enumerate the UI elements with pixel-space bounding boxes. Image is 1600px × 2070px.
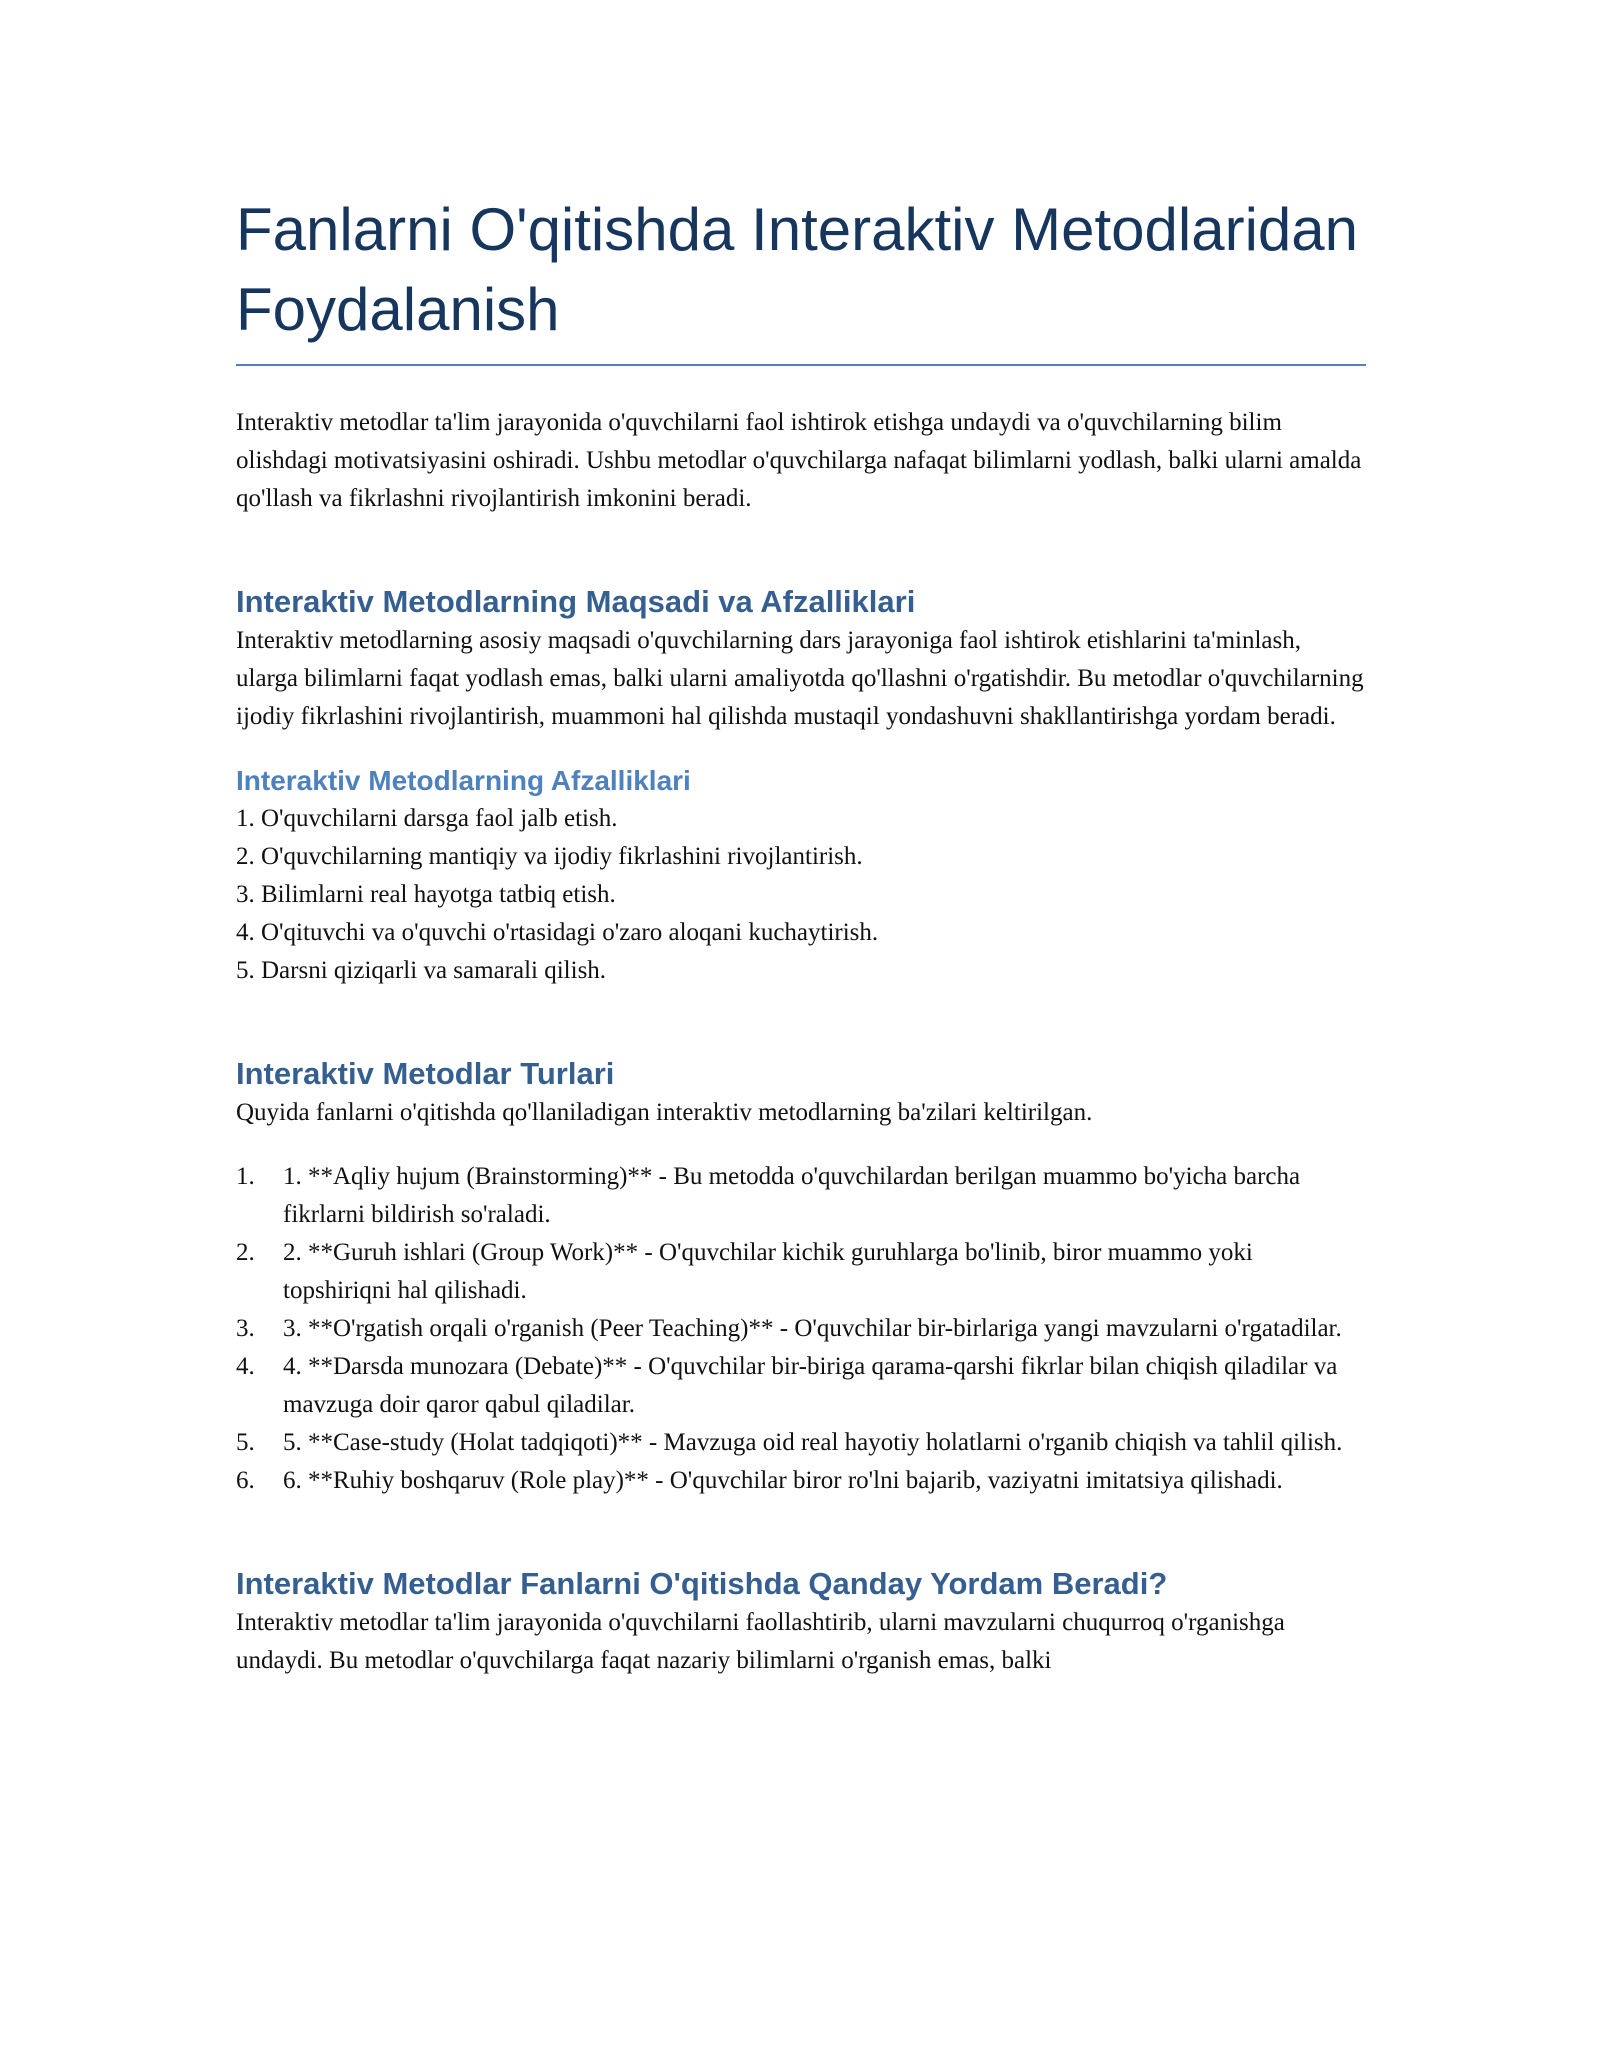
method-number: 5. <box>236 1429 255 1456</box>
method-item <box>236 1348 1366 1424</box>
method-number: 4. <box>236 1353 255 1380</box>
intro-paragraph: Interaktiv metodlar ta'lim jarayonida o'quvchilarni faol ishtirok etishga undaydi va o'quvchilarning bilim olishdagi motivatsiyasini oshiradi. Ushbu metodlar o'quvchilarga nafaqat bilimlarni yodlash, balki ularni amalda qo'llash va fikrlashni rivojlantirish imkonini beradi. <box>236 409 1362 512</box>
advantage-item: 5. Darsni qiziqarli va samarali qilish. <box>236 957 607 984</box>
method-text: 6. **Ruhiy boshqaruv (Role play)** - O'quvchilar biror ro'lni bajarib, vaziyatni imitatsiya qilishadi. <box>283 1467 1283 1494</box>
method-text: 5. **Case-study (Holat tadqiqoti)** - Mavzuga oid real hayotiy holatlarni o'rganib chiqish va tahlil qilish. <box>283 1429 1343 1456</box>
advantage-item: 1. O'quvchilarni darsga faol jalb etish. <box>236 805 618 832</box>
method-text: 1. **Aqliy hujum (Brainstorming)** - Bu metodda o'quvchilardan berilgan muammo bo'yicha barcha fikrlarni bildirish so'raladi. <box>283 1163 1301 1228</box>
method-item <box>236 1234 1366 1310</box>
section-paragraph-help: Interaktiv metodlar ta'lim jarayonida o'quvchilarni faollashtirib, ularni mavzularni chuqurroq o'rganishga undaydi. Bu metodlar o'quvchilarga faqat nazariy bilimlarni o'rganish emas, balki <box>236 1609 1285 1674</box>
section-heading-purpose: Interaktiv Metodlarning Maqsadi va Afzalliklari <box>236 584 916 619</box>
method-item <box>236 1310 1366 1348</box>
method-text: 2. **Guruh ishlari (Group Work)** - O'quvchilar kichik guruhlarga bo'linib, biror muammo yoki topshiriqni hal qilishadi. <box>283 1239 1253 1304</box>
methods-list <box>236 1158 1366 1500</box>
method-text: 4. **Darsda munozara (Debate)** - O'quvchilar bir-biriga qarama-qarshi fikrlar bilan chiqish qiladilar va mavzuga doir qaror qabul qiladilar. <box>283 1353 1338 1418</box>
method-item <box>236 1462 1366 1500</box>
method-item <box>236 1158 1366 1234</box>
document-page <box>236 190 1366 1680</box>
section-paragraph-types: Quyida fanlarni o'qitishda qo'llaniladigan interaktiv metodlarning ba'zilari keltirilgan. <box>236 1099 1093 1126</box>
method-number: 6. <box>236 1467 255 1494</box>
advantage-item: 4. O'qituvchi va o'quvchi o'rtasidagi o'zaro aloqani kuchaytirish. <box>236 919 879 946</box>
method-number: 3. <box>236 1315 255 1342</box>
subheading-advantages: Interaktiv Metodlarning Afzalliklari <box>236 765 691 796</box>
section-heading-help: Interaktiv Metodlar Fanlarni O'qitishda Qanday Yordam Beradi? <box>236 1566 1168 1601</box>
advantages-list <box>236 800 1366 990</box>
advantage-item: 2. O'quvchilarning mantiqiy va ijodiy fikrlashini rivojlantirish. <box>236 843 863 870</box>
method-text: 3. **O'rgatish orqali o'rganish (Peer Teaching)** - O'quvchilar bir-birlariga yangi mavzularni o'rgatadilar. <box>283 1315 1342 1342</box>
method-number: 1. <box>236 1163 255 1190</box>
section-heading-types: Interaktiv Metodlar Turlari <box>236 1056 615 1091</box>
document-title: Fanlarni O'qitishda Interaktiv Metodlaridan Foydalanish <box>236 190 1366 366</box>
section-paragraph-purpose: Interaktiv metodlarning asosiy maqsadi o'quvchilarning dars jarayoniga faol ishtirok etishlarini ta'minlash, ularga bilimlarni faqat yodlash emas, balki ularni amaliyotda qo'llashni o'rgatishdir. Bu metodlar o'quvchilarning ijodiy fikrlashini rivojlantirish, muammoni hal qilishda mustaqil yondashuvni shakllantirishga yordam beradi. <box>236 627 1364 730</box>
method-item <box>236 1424 1366 1462</box>
advantage-item: 3. Bilimlarni real hayotga tatbiq etish. <box>236 881 616 908</box>
method-number: 2. <box>236 1239 255 1266</box>
